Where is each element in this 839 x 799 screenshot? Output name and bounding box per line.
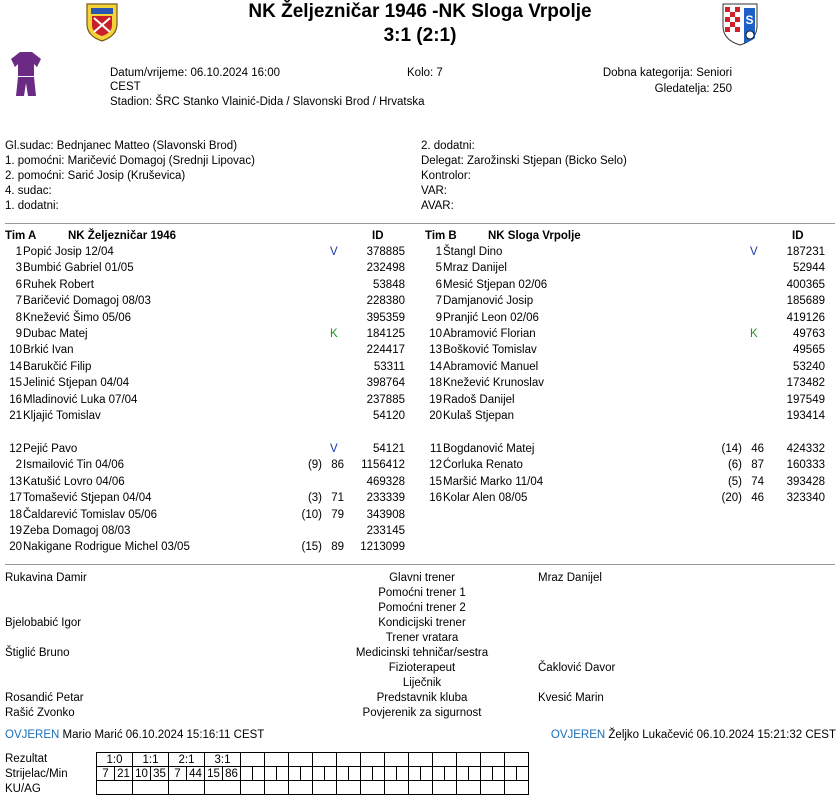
player-name: Knežević Krunoslav bbox=[443, 377, 544, 390]
player-number: 19 bbox=[9, 525, 22, 537]
goalkeeper-mark: V bbox=[330, 443, 338, 455]
team-b-label: Tim B bbox=[425, 230, 457, 242]
team-a-name: NK Željezničar 1946 bbox=[68, 230, 177, 242]
verified-text: Mario Marić 06.10.2024 15:16:11 CEST bbox=[62, 729, 265, 741]
empty-cell bbox=[517, 767, 529, 781]
empty-cell bbox=[457, 767, 469, 781]
player-number: 8 bbox=[15, 311, 22, 324]
verified-right bbox=[520, 729, 836, 741]
player-number: 1 bbox=[15, 246, 22, 258]
player-number: 6 bbox=[435, 278, 442, 291]
player-number: 19 bbox=[429, 393, 442, 406]
player-name: Maršić Marko 11/04 bbox=[443, 475, 544, 488]
empty-cell bbox=[481, 781, 505, 795]
empty-cell bbox=[337, 753, 361, 767]
goalkeeper-mark: V bbox=[750, 246, 758, 258]
substitution-minute: 89 bbox=[331, 541, 344, 554]
official-referee: Gl.sudac: Bednjanec Matteo (Slavonski Brod) bbox=[5, 140, 238, 152]
ku-ag-label: KU/AG bbox=[5, 783, 41, 795]
svg-text:S: S bbox=[745, 13, 754, 27]
staff-role: Fizioterapeut bbox=[388, 662, 456, 674]
empty-cell bbox=[385, 753, 409, 767]
player-id: 54120 bbox=[373, 410, 405, 422]
verified-left bbox=[5, 729, 264, 741]
player-name: Popić Josip 12/04 bbox=[23, 246, 114, 258]
scorer-number: 15 bbox=[205, 767, 223, 781]
empty-cell bbox=[265, 767, 277, 781]
player-name: Ismailović Tin 04/06 bbox=[23, 459, 124, 472]
player-id: 343908 bbox=[366, 508, 405, 521]
empty-cell bbox=[373, 767, 385, 781]
player-number: 18 bbox=[429, 377, 442, 390]
player-number: 21 bbox=[9, 410, 22, 422]
player-name: Bošković Tomislav bbox=[443, 344, 537, 357]
scorer-label: Strijelac/Min bbox=[5, 768, 68, 780]
score-cell: 1:0 bbox=[97, 753, 133, 767]
empty-cell bbox=[469, 767, 481, 781]
player-id: 49763 bbox=[793, 328, 825, 340]
player-id: 228380 bbox=[366, 295, 405, 308]
player-number: 10 bbox=[429, 328, 442, 340]
player-number: 5 bbox=[435, 262, 442, 275]
player-id: 232498 bbox=[366, 262, 405, 275]
match-title: NK Željezničar 1946 -NK Sloga Vrpolje bbox=[248, 1, 592, 22]
player-number: 2 bbox=[15, 459, 22, 472]
staff-role: Povjerenik za sigurnost bbox=[362, 707, 482, 719]
substituted-player: (10) bbox=[301, 508, 322, 521]
player-number: 6 bbox=[15, 278, 22, 291]
empty-cell bbox=[337, 767, 349, 781]
player-name: Pejić Pavo bbox=[23, 443, 78, 455]
empty-cell bbox=[361, 781, 385, 795]
result-table bbox=[96, 752, 529, 795]
staff-team-a: Rukavina Damir bbox=[5, 572, 87, 584]
player-name: Čaldarević Tomislav 05/06 bbox=[23, 508, 158, 521]
player-id: 233339 bbox=[366, 492, 405, 505]
empty-cell bbox=[421, 767, 433, 781]
staff-team-a: Štiglić Bruno bbox=[5, 647, 70, 659]
player-name: Kolar Alen 08/05 bbox=[443, 492, 528, 505]
player-name: Katušić Lovro 04/06 bbox=[23, 475, 125, 488]
substitution-minute: 71 bbox=[331, 492, 344, 505]
empty-cell bbox=[481, 753, 505, 767]
player-id: 323340 bbox=[786, 492, 825, 505]
verified-label: OVJEREN bbox=[550, 729, 606, 741]
player-number: 16 bbox=[429, 492, 442, 505]
official-additional-2: 2. dodatni: bbox=[421, 140, 475, 152]
substituted-player: (20) bbox=[721, 492, 742, 505]
staff-team-a: Bjelobabić Igor bbox=[5, 617, 82, 629]
player-id: 469328 bbox=[366, 475, 405, 488]
empty-cell bbox=[313, 753, 337, 767]
player-number: 18 bbox=[9, 508, 22, 521]
empty-cell bbox=[205, 781, 241, 795]
official-controller: Kontrolor: bbox=[421, 170, 471, 182]
result-row bbox=[97, 767, 529, 781]
team-b-name: NK Sloga Vrpolje bbox=[488, 230, 581, 242]
official-var: VAR: bbox=[421, 185, 447, 197]
player-id: 53240 bbox=[793, 360, 825, 373]
match-datetime: Datum/vrijeme: 06.10.2024 16:00 bbox=[110, 67, 281, 79]
empty-cell bbox=[133, 781, 169, 795]
empty-cell bbox=[433, 781, 457, 795]
jersey-icon bbox=[10, 50, 42, 98]
divider bbox=[5, 223, 835, 224]
player-name: Mesić Stjepan 02/06 bbox=[443, 278, 548, 291]
player-id: 378885 bbox=[366, 246, 405, 258]
substitution-minute: 46 bbox=[751, 443, 764, 455]
staff-role: Trener vratara bbox=[385, 632, 459, 644]
empty-cell bbox=[349, 767, 361, 781]
staff-role: Glavni trener bbox=[389, 572, 455, 584]
player-id: 52944 bbox=[793, 262, 825, 275]
player-name: Tomašević Stjepan 04/04 bbox=[23, 492, 152, 505]
player-id: 224417 bbox=[366, 344, 405, 357]
staff-team-a: Rašić Zvonko bbox=[5, 707, 75, 719]
player-id: 1213099 bbox=[360, 541, 405, 554]
player-number: 16 bbox=[9, 393, 22, 406]
empty-cell bbox=[505, 753, 529, 767]
empty-cell bbox=[457, 753, 481, 767]
substituted-player: (9) bbox=[307, 459, 322, 472]
staff-role: Kondicijski trener bbox=[378, 617, 466, 629]
scorer-number: 7 bbox=[97, 767, 115, 781]
verified-text: Željko Lukačević 06.10.2024 15:21:32 CEST bbox=[608, 729, 836, 741]
substitution-minute: 86 bbox=[331, 459, 344, 472]
player-name: Nakigane Rodrigue Michel 03/05 bbox=[23, 541, 190, 554]
player-name: Abramović Manuel bbox=[443, 360, 539, 373]
player-id: 395359 bbox=[366, 311, 405, 324]
player-name: Kljajić Tomislav bbox=[23, 410, 101, 422]
scorer-minute: 21 bbox=[115, 767, 133, 781]
player-number: 15 bbox=[9, 377, 22, 390]
player-name: Dubac Matej bbox=[23, 328, 88, 340]
age-category: Dobna kategorija: Seniori bbox=[602, 67, 732, 79]
empty-cell bbox=[505, 767, 517, 781]
player-number: 7 bbox=[435, 295, 442, 308]
staff-team-b: Čaklović Davor bbox=[538, 662, 616, 674]
player-number: 17 bbox=[9, 492, 22, 505]
empty-cell bbox=[289, 767, 301, 781]
empty-cell bbox=[361, 767, 373, 781]
match-timezone: CEST bbox=[110, 81, 141, 93]
substitution-minute: 79 bbox=[331, 508, 344, 521]
player-name: Ruhek Robert bbox=[23, 278, 94, 291]
staff-role: Pomoćni trener 1 bbox=[378, 587, 466, 599]
captain-mark: K bbox=[330, 328, 338, 340]
player-number: 9 bbox=[435, 311, 442, 324]
substituted-player: (15) bbox=[301, 541, 322, 554]
player-id: 184125 bbox=[366, 328, 405, 340]
player-name: Brkić Ivan bbox=[23, 344, 74, 357]
staff-role: Liječnik bbox=[402, 677, 442, 689]
scorer-minute: 35 bbox=[151, 767, 169, 781]
away-club-logo bbox=[720, 2, 760, 46]
player-name: Štangl Dino bbox=[443, 246, 503, 258]
player-name: Zeba Domagoj 08/03 bbox=[23, 525, 131, 537]
player-number: 14 bbox=[9, 360, 22, 373]
empty-cell bbox=[481, 767, 493, 781]
score-cell: 3:1 bbox=[205, 753, 241, 767]
staff-team-b: Mraz Danijel bbox=[538, 572, 602, 584]
player-id: 237885 bbox=[366, 393, 405, 406]
substitution-minute: 46 bbox=[751, 492, 764, 505]
player-number: 15 bbox=[429, 475, 442, 488]
official-assistant-1: 1. pomoćni: Maričević Domagoj (Srednji Lipovac) bbox=[5, 155, 255, 167]
substitution-minute: 87 bbox=[751, 459, 764, 472]
player-id: 173482 bbox=[786, 377, 825, 390]
player-id: 398764 bbox=[366, 377, 405, 390]
official-fourth: 4. sudac: bbox=[5, 185, 52, 197]
result-label: Rezultat bbox=[5, 753, 48, 765]
empty-cell bbox=[169, 781, 205, 795]
player-id: 160333 bbox=[786, 459, 825, 472]
empty-cell bbox=[301, 767, 313, 781]
empty-cell bbox=[361, 753, 385, 767]
player-id: 187231 bbox=[786, 246, 825, 258]
player-id: 400365 bbox=[786, 278, 825, 291]
player-name: Mraz Danijel bbox=[443, 262, 507, 275]
player-number: 12 bbox=[9, 443, 22, 455]
divider bbox=[5, 564, 835, 565]
empty-cell bbox=[409, 767, 421, 781]
player-number: 20 bbox=[429, 410, 442, 422]
empty-cell bbox=[337, 781, 361, 795]
player-name: Jelinić Stjepan 04/04 bbox=[23, 377, 130, 390]
player-number: 13 bbox=[9, 475, 22, 488]
player-name: Damjanović Josip bbox=[443, 295, 534, 308]
official-avar: AVAR: bbox=[421, 200, 454, 212]
empty-cell bbox=[445, 767, 457, 781]
player-name: Barukčić Filip bbox=[23, 360, 92, 373]
empty-cell bbox=[97, 781, 133, 795]
team-a-id-header: ID bbox=[372, 230, 384, 242]
scorer-minute: 86 bbox=[223, 767, 241, 781]
substituted-player: (3) bbox=[307, 492, 322, 505]
goalkeeper-mark: V bbox=[330, 246, 338, 258]
verified-label: OVJEREN bbox=[5, 729, 60, 741]
empty-cell bbox=[265, 753, 289, 767]
empty-cell bbox=[253, 767, 265, 781]
result-row bbox=[97, 781, 529, 795]
team-a-label: Tim A bbox=[5, 230, 37, 242]
substituted-player: (14) bbox=[721, 443, 742, 455]
empty-cell bbox=[241, 753, 265, 767]
empty-cell bbox=[397, 767, 409, 781]
player-id: 53848 bbox=[373, 278, 405, 291]
staff-role: Predstavnik kluba bbox=[376, 692, 468, 704]
player-id: 53311 bbox=[373, 360, 405, 373]
result-row bbox=[97, 753, 529, 767]
player-number: 7 bbox=[15, 295, 22, 308]
empty-cell bbox=[241, 767, 253, 781]
player-name: Baričević Domagoj 08/03 bbox=[23, 295, 151, 308]
player-number: 1 bbox=[435, 246, 442, 258]
player-id: 197549 bbox=[786, 393, 825, 406]
match-round: Kolo: 7 bbox=[407, 67, 443, 79]
empty-cell bbox=[385, 781, 409, 795]
player-id: 393428 bbox=[786, 475, 825, 488]
empty-cell bbox=[325, 767, 337, 781]
empty-cell bbox=[505, 781, 529, 795]
official-assistant-2: 2. pomoćni: Sarić Josip (Kruševica) bbox=[5, 170, 186, 182]
player-number: 3 bbox=[15, 262, 22, 275]
empty-cell bbox=[313, 767, 325, 781]
substitution-minute: 74 bbox=[751, 475, 764, 488]
player-name: Mladinović Luka 07/04 bbox=[23, 393, 138, 406]
player-name: Bumbić Gabriel 01/05 bbox=[23, 262, 134, 275]
player-id: 193414 bbox=[786, 410, 825, 422]
player-id: 233145 bbox=[366, 525, 405, 537]
team-b-id-header: ID bbox=[792, 230, 804, 242]
scorer-number: 7 bbox=[169, 767, 187, 781]
match-stadium: Stadion: ŠRC Stanko Vlainić-Dida / Slavonski Brod / Hrvatska bbox=[110, 96, 425, 108]
player-number: 10 bbox=[9, 344, 22, 357]
player-id: 49565 bbox=[793, 344, 825, 357]
player-id: 424332 bbox=[786, 443, 825, 455]
player-id: 419126 bbox=[786, 311, 825, 324]
player-id: 185689 bbox=[786, 295, 825, 308]
empty-cell bbox=[289, 753, 313, 767]
score-cell: 2:1 bbox=[169, 753, 205, 767]
empty-cell bbox=[493, 767, 505, 781]
empty-cell bbox=[277, 767, 289, 781]
empty-cell bbox=[313, 781, 337, 795]
attendance: Gledatelja: 250 bbox=[654, 83, 732, 95]
staff-team-b: Kvesić Marin bbox=[538, 692, 604, 704]
player-number: 12 bbox=[429, 459, 442, 472]
empty-cell bbox=[289, 781, 313, 795]
staff-team-a: Rosandić Petar bbox=[5, 692, 84, 704]
empty-cell bbox=[241, 781, 265, 795]
empty-cell bbox=[457, 781, 481, 795]
staff-role: Medicinski tehničar/sestra bbox=[355, 647, 489, 659]
player-number: 20 bbox=[9, 541, 22, 554]
player-id: 1156412 bbox=[361, 459, 405, 472]
empty-cell bbox=[409, 781, 433, 795]
player-name: Kulaš Stjepan bbox=[443, 410, 514, 422]
player-name: Abramović Florian bbox=[443, 328, 536, 340]
player-number: 9 bbox=[15, 328, 22, 340]
score-cell: 1:1 bbox=[133, 753, 169, 767]
staff-role: Pomoćni trener 2 bbox=[378, 602, 466, 614]
player-name: Bogdanović Matej bbox=[443, 443, 535, 455]
player-name: Radoš Danijel bbox=[443, 393, 515, 406]
empty-cell bbox=[265, 781, 289, 795]
empty-cell bbox=[433, 753, 457, 767]
player-id: 54121 bbox=[373, 443, 405, 455]
player-number: 13 bbox=[429, 344, 442, 357]
player-name: Pranjić Leon 02/06 bbox=[443, 311, 539, 324]
match-score: 3:1 (2:1) bbox=[383, 25, 457, 46]
empty-cell bbox=[409, 753, 433, 767]
player-name: Knežević Šimo 05/06 bbox=[23, 311, 132, 324]
official-delegate: Delegat: Zarožinski Stjepan (Bicko Selo) bbox=[421, 155, 627, 167]
official-additional-1: 1. dodatni: bbox=[5, 200, 59, 212]
empty-cell bbox=[385, 767, 397, 781]
empty-cell bbox=[433, 767, 445, 781]
captain-mark: K bbox=[750, 328, 758, 340]
scorer-number: 10 bbox=[133, 767, 151, 781]
scorer-minute: 44 bbox=[187, 767, 205, 781]
player-number: 11 bbox=[430, 443, 442, 455]
substituted-player: (5) bbox=[727, 475, 742, 488]
substituted-player: (6) bbox=[727, 459, 742, 472]
player-name: Ćorluka Renato bbox=[443, 459, 523, 472]
home-club-logo bbox=[84, 2, 120, 42]
player-number: 14 bbox=[429, 360, 442, 373]
